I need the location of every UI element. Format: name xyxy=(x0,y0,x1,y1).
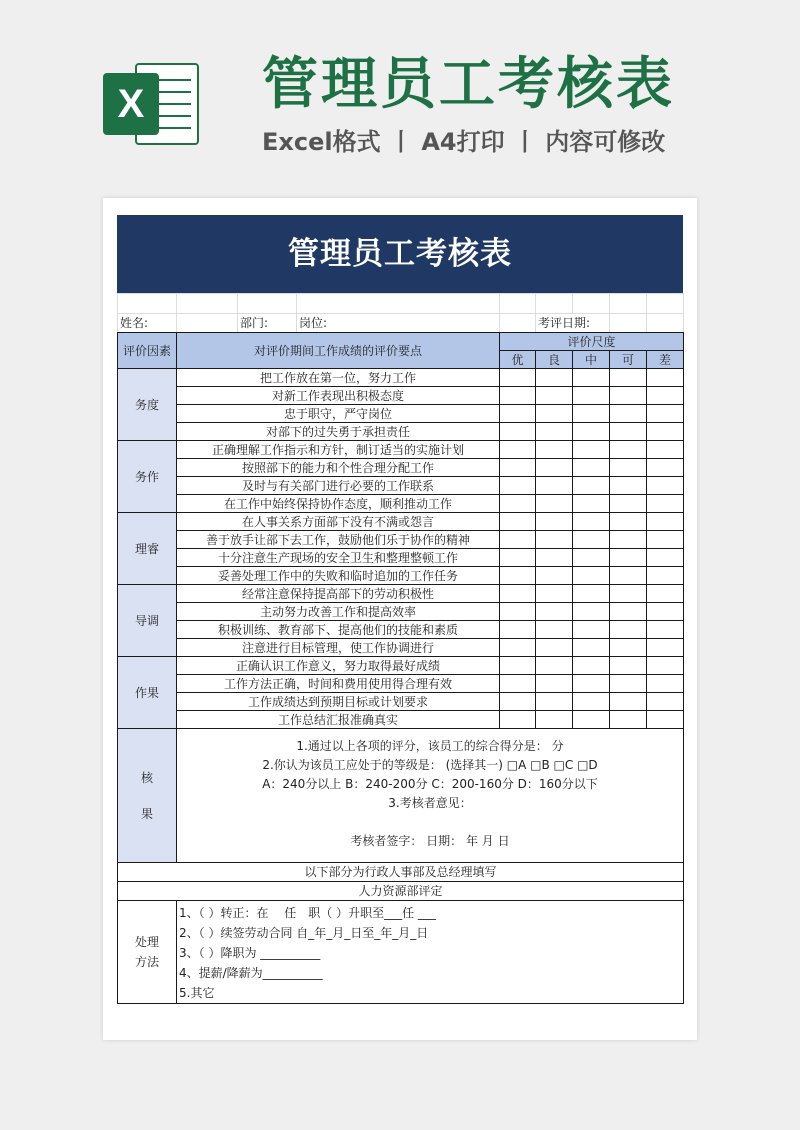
score-cell[interactable] xyxy=(536,585,573,603)
score-cell[interactable] xyxy=(500,657,536,675)
score-cell[interactable] xyxy=(500,639,536,657)
score-cell[interactable] xyxy=(500,549,536,567)
score-cell[interactable] xyxy=(647,477,684,495)
banner-subtitle: Excel格式 丨 A4打印 丨 内容可修改 xyxy=(262,128,666,156)
score-cell[interactable] xyxy=(500,675,536,693)
score-cell[interactable] xyxy=(647,369,684,387)
criteria-row xyxy=(118,531,684,549)
score-cell[interactable] xyxy=(500,513,536,531)
handling-content[interactable] xyxy=(177,901,684,1004)
score-cell[interactable] xyxy=(573,477,610,495)
top-banner xyxy=(0,0,800,190)
handling-label-line: 方法 xyxy=(134,955,159,969)
result-label-top: 核 xyxy=(140,770,153,785)
factor-label: 理睿 xyxy=(118,513,177,585)
score-cell[interactable] xyxy=(500,621,536,639)
score-cell[interactable] xyxy=(610,405,647,423)
handling-line: 5.其它 xyxy=(179,986,215,1000)
score-cell[interactable] xyxy=(610,585,647,603)
score-cell[interactable] xyxy=(536,513,573,531)
score-cell[interactable] xyxy=(573,675,610,693)
grade-header: 差 xyxy=(647,351,684,369)
info-row xyxy=(118,314,684,333)
handling-label xyxy=(118,901,177,1004)
criteria-text: 在工作中始终保持协作态度，顺利推动工作 xyxy=(177,495,500,513)
result-label xyxy=(118,729,177,863)
score-cell[interactable] xyxy=(573,369,610,387)
criteria-row xyxy=(118,513,684,531)
excel-icon: X xyxy=(103,55,203,153)
score-cell[interactable] xyxy=(500,387,536,405)
name-value[interactable] xyxy=(177,314,238,333)
score-cell[interactable] xyxy=(500,567,536,585)
score-cell[interactable] xyxy=(500,711,536,729)
score-cell[interactable] xyxy=(610,423,647,441)
result-row xyxy=(118,729,684,863)
criteria-row xyxy=(118,657,684,675)
score-cell[interactable] xyxy=(536,675,573,693)
criteria-text: 正确理解工作指示和方针，制订适当的实施计划 xyxy=(177,441,500,459)
score-cell[interactable] xyxy=(610,639,647,657)
grade-header: 优 xyxy=(500,351,536,369)
grade-header: 良 xyxy=(536,351,573,369)
grade-header: 中 xyxy=(573,351,610,369)
score-cell[interactable] xyxy=(647,657,684,675)
hr-note: 以下部分为行政人事部及总经理填写 xyxy=(118,863,684,882)
criteria-row xyxy=(118,459,684,477)
score-cell[interactable] xyxy=(573,495,610,513)
score-cell[interactable] xyxy=(647,495,684,513)
score-cell[interactable] xyxy=(573,603,610,621)
score-cell[interactable] xyxy=(610,567,647,585)
score-cell[interactable] xyxy=(500,441,536,459)
banner-title: 管理员工考核表 xyxy=(262,52,675,117)
result-label-bottom: 果 xyxy=(140,806,153,821)
header-row xyxy=(118,333,684,351)
score-cell[interactable] xyxy=(647,603,684,621)
criteria-row xyxy=(118,675,684,693)
score-cell[interactable] xyxy=(500,477,536,495)
score-cell[interactable] xyxy=(610,369,647,387)
score-cell[interactable] xyxy=(536,603,573,621)
criteria-row xyxy=(118,711,684,729)
score-cell[interactable] xyxy=(573,387,610,405)
criteria-text: 善于放手让部下去工作，鼓励他们乐于协作的精神 xyxy=(177,531,500,549)
score-cell[interactable] xyxy=(610,531,647,549)
scale-header: 评价尺度 xyxy=(500,333,684,351)
score-cell[interactable] xyxy=(647,621,684,639)
criteria-row xyxy=(118,585,684,603)
criteria-text: 按照部下的能力和个性合理分配工作 xyxy=(177,459,500,477)
handling-row xyxy=(118,901,684,1004)
handling-line: 4、提薪/降薪为__________ xyxy=(179,966,323,980)
score-cell[interactable] xyxy=(500,693,536,711)
score-cell[interactable] xyxy=(536,441,573,459)
criteria-text: 注意进行目标管理，使工作协调进行 xyxy=(177,639,500,657)
score-cell[interactable] xyxy=(500,405,536,423)
post-label[interactable]: 岗位: xyxy=(297,314,500,333)
sheet-title: 管理员工考核表 xyxy=(117,215,683,293)
score-cell[interactable] xyxy=(500,585,536,603)
date-value[interactable] xyxy=(610,314,647,333)
factor-header: 评价因素 xyxy=(118,333,177,369)
hr-section-row xyxy=(118,882,684,901)
date-label[interactable]: 考评日期: xyxy=(536,314,610,333)
score-cell[interactable] xyxy=(610,549,647,567)
criteria-row xyxy=(118,567,684,585)
score-cell[interactable] xyxy=(610,711,647,729)
score-cell[interactable] xyxy=(573,585,610,603)
criteria-text: 对新工作表现出积极态度 xyxy=(177,387,500,405)
score-cell[interactable] xyxy=(536,369,573,387)
criteria-row xyxy=(118,477,684,495)
score-cell[interactable] xyxy=(610,387,647,405)
hr-section: 人力资源部评定 xyxy=(118,882,684,901)
hr-note-row xyxy=(118,863,684,882)
criteria-row xyxy=(118,639,684,657)
score-cell[interactable] xyxy=(610,513,647,531)
handling-label-line: 处理 xyxy=(134,935,159,949)
handling-line: 3、（ ）降职为 __________ xyxy=(179,946,321,960)
score-cell[interactable] xyxy=(647,639,684,657)
score-cell[interactable] xyxy=(500,495,536,513)
criteria-text: 积极训练、教育部下、提高他们的技能和素质 xyxy=(177,621,500,639)
score-cell[interactable] xyxy=(610,621,647,639)
score-cell[interactable] xyxy=(647,675,684,693)
score-cell[interactable] xyxy=(573,657,610,675)
criteria-row xyxy=(118,693,684,711)
score-cell[interactable] xyxy=(500,531,536,549)
score-cell[interactable] xyxy=(647,405,684,423)
score-cell[interactable] xyxy=(610,603,647,621)
score-cell[interactable] xyxy=(610,693,647,711)
result-line: 1.通过以上各项的评分，该员工的综合得分是： 分 xyxy=(296,739,564,753)
criteria-row xyxy=(118,387,684,405)
score-cell[interactable] xyxy=(536,387,573,405)
score-cell[interactable] xyxy=(647,567,684,585)
score-cell[interactable] xyxy=(536,549,573,567)
score-cell[interactable] xyxy=(573,549,610,567)
criteria-text: 正确认识工作意义，努力取得最好成绩 xyxy=(177,657,500,675)
score-cell[interactable] xyxy=(573,459,610,477)
result-line: 考核者签字： 日期： 年 月 日 xyxy=(350,834,510,848)
criteria-row xyxy=(118,405,684,423)
criteria-row xyxy=(118,603,684,621)
criteria-body xyxy=(118,369,684,729)
handling-line: 1、（ ）转正：在 任 职（ ）升职至___任 ___ xyxy=(179,906,436,920)
factor-label: 务作 xyxy=(118,441,177,513)
criteria-text: 主动努力改善工作和提高效率 xyxy=(177,603,500,621)
criteria-text: 工作方法正确，时间和费用使用得合理有效 xyxy=(177,675,500,693)
score-cell[interactable] xyxy=(573,531,610,549)
score-cell[interactable] xyxy=(536,477,573,495)
result-content[interactable] xyxy=(177,729,684,863)
criteria-text: 工作总结汇报准确真实 xyxy=(177,711,500,729)
score-cell[interactable] xyxy=(573,639,610,657)
criteria-text: 把工作放在第一位，努力工作 xyxy=(177,369,500,387)
score-cell[interactable] xyxy=(610,495,647,513)
score-cell[interactable] xyxy=(610,441,647,459)
points-header: 对评价期间工作成绩的评价要点 xyxy=(177,333,500,369)
criteria-row xyxy=(118,423,684,441)
score-cell[interactable] xyxy=(500,369,536,387)
score-cell[interactable] xyxy=(647,531,684,549)
criteria-row xyxy=(118,549,684,567)
score-cell[interactable] xyxy=(573,711,610,729)
criteria-row xyxy=(118,369,684,387)
name-label[interactable]: 姓名: xyxy=(118,314,177,333)
score-cell[interactable] xyxy=(610,459,647,477)
score-cell[interactable] xyxy=(536,423,573,441)
criteria-row xyxy=(118,495,684,513)
score-cell[interactable] xyxy=(610,657,647,675)
score-cell[interactable] xyxy=(647,459,684,477)
result-line: 2.你认为该员工应处于的等级是： (选择其一) □A □B □C □D xyxy=(262,758,598,772)
factor-label: 务度 xyxy=(118,369,177,441)
assessment-table xyxy=(117,293,684,1004)
handling-line: 2、（ ）续签劳动合同 自_年_月_日至_年_月_日 xyxy=(179,926,429,940)
factor-label: 作果 xyxy=(118,657,177,729)
score-cell[interactable] xyxy=(536,621,573,639)
score-cell[interactable] xyxy=(647,693,684,711)
score-cell[interactable] xyxy=(573,513,610,531)
score-cell[interactable] xyxy=(610,675,647,693)
criteria-row xyxy=(118,621,684,639)
result-line: A：240分以上 B：240-200分 C：200-160分 D：160分以下 xyxy=(262,777,598,791)
criteria-text: 妥善处理工作中的失败和临时追加的工作任务 xyxy=(177,567,500,585)
score-cell[interactable] xyxy=(647,711,684,729)
score-cell[interactable] xyxy=(647,585,684,603)
spacer-row xyxy=(118,294,684,314)
score-cell[interactable] xyxy=(573,423,610,441)
score-cell[interactable] xyxy=(610,477,647,495)
score-cell[interactable] xyxy=(536,639,573,657)
grade-header: 可 xyxy=(610,351,647,369)
score-cell[interactable] xyxy=(536,495,573,513)
score-cell[interactable] xyxy=(536,531,573,549)
score-cell[interactable] xyxy=(647,513,684,531)
score-cell[interactable] xyxy=(536,693,573,711)
result-line: 3.考核者意见： xyxy=(388,796,472,810)
score-cell[interactable] xyxy=(647,441,684,459)
criteria-text: 及时与有关部门进行必要的工作联系 xyxy=(177,477,500,495)
score-cell[interactable] xyxy=(536,711,573,729)
score-cell[interactable] xyxy=(647,549,684,567)
score-cell[interactable] xyxy=(573,441,610,459)
score-cell[interactable] xyxy=(536,459,573,477)
dept-label[interactable]: 部门: xyxy=(238,314,297,333)
factor-label: 导调 xyxy=(118,585,177,657)
score-cell[interactable] xyxy=(536,405,573,423)
score-cell[interactable] xyxy=(500,459,536,477)
criteria-text: 忠于职守，严守岗位 xyxy=(177,405,500,423)
criteria-text: 经常注意保持提高部下的劳动积极性 xyxy=(177,585,500,603)
score-cell[interactable] xyxy=(536,657,573,675)
score-cell[interactable] xyxy=(647,423,684,441)
info-cell[interactable] xyxy=(647,314,684,333)
criteria-row xyxy=(118,441,684,459)
criteria-text: 十分注意生产现场的安全卫生和整理整顿工作 xyxy=(177,549,500,567)
score-cell[interactable] xyxy=(536,567,573,585)
criteria-text: 工作成绩达到预期目标或计划要求 xyxy=(177,693,500,711)
criteria-text: 在人事关系方面部下没有不满或怨言 xyxy=(177,513,500,531)
score-cell[interactable] xyxy=(573,567,610,585)
score-cell[interactable] xyxy=(500,603,536,621)
score-cell[interactable] xyxy=(647,387,684,405)
score-cell[interactable] xyxy=(500,423,536,441)
result-line xyxy=(179,813,681,832)
criteria-text: 对部下的过失勇于承担责任 xyxy=(177,423,500,441)
info-cell[interactable] xyxy=(500,314,536,333)
score-cell[interactable] xyxy=(573,693,610,711)
score-cell[interactable] xyxy=(573,405,610,423)
score-cell[interactable] xyxy=(573,621,610,639)
